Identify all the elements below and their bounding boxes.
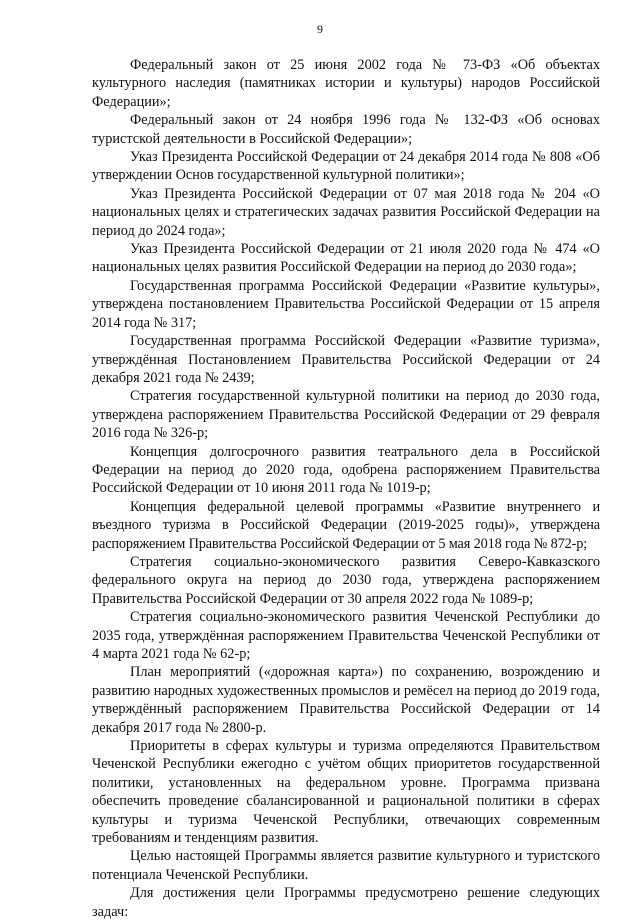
paragraph-decree-204: Указ Президента Российской Федерации от 07 мая 2018 года № 204 «О национальных целях и стратегических задачах развития Российской Федерации на период до 2024 года»; (92, 185, 600, 239)
paragraph-program-culture: Государственная программа Российской Федерации «Развитие культуры», утверждена постановлением Правительства Российской Федерации от 15 апреля 2014 года № 317; (92, 277, 600, 331)
paragraph-concept-theatre: Концепция долгосрочного развития театрального дела в Российской Федерации на период до 2020 года, одобрена распоряжением Правительства Российской Федерации от 10 июня 2011 года № 1019-р; (92, 443, 600, 497)
paragraph-priorities: Приоритеты в сферах культуры и туризма определяются Правительством Чеченской Республики ежегодно с учётом общих приоритетов государственной политики, установленных на федеральном уровне. Программа призвана обеспечить проведение сбалансированной и рациональной политики в сферах культуры и туризма Чеченской Республики, отвечающих современным требованиям и тенденциям развития. (92, 738, 600, 847)
page-number: 9 (317, 22, 323, 36)
paragraph-decree-474: Указ Президента Российской Федерации от 21 июля 2020 года № 474 «О национальных целях развития Российской Федерации на период до 2030 года»; (92, 241, 600, 276)
paragraph-program-tasks-intro: Для достижения цели Программы предусмотрено решение следующих задач: (92, 885, 600, 920)
paragraph-strategy-nkfo: Стратегия социально-экономического развития Северо-Кавказского федерального округа на период до 2030 года, утверждена распоряжением Правительства Российской Федерации от 30 апреля 2022 года № 1089-р; (92, 553, 600, 607)
paragraph-program-goal: Целью настоящей Программы является развитие культурного и туристского потенциала Чеченской Республики. (92, 848, 600, 883)
paragraph-program-tourism: Государственная программа Российской Федерации «Развитие туризма», утверждённая Постановлением Правительства Российской Федерации от 24 декабря 2021 года № 2439; (92, 333, 600, 386)
paragraph-decree-808: Указ Президента Российской Федерации от 24 декабря 2014 года № 808 «Об утверждении Основ государственной культурной политики»; (92, 149, 600, 184)
document-body (92, 56, 600, 921)
paragraph-strategy-culture-policy: Стратегия государственной культурной политики на период до 2030 года, утверждена распоряжением Правительства Российской Федерации от 29 февраля 2016 года № 326-р; (92, 388, 600, 442)
paragraph-strategy-chechnya: Стратегия социально-экономического развития Чеченской Республики до 2035 года, утверждённая распоряжением Правительства Чеченской Республики от 4 марта 2021 года № 62-р; (92, 609, 600, 662)
paragraph-concept-tourism-program: Концепция федеральной целевой программы «Развитие внутреннего и въездного туризма в Российской Федерации (2019-2025 годы)», утверждена распоряжением Правительства Российской Федерации от 5 мая 2018 года № 872-р; (92, 498, 600, 552)
paragraph-roadmap-crafts: План мероприятий («дорожная карта») по сохранению, возрождению и развитию народных художественных промыслов и ремёсел на период до 2019 года, утверждённый распоряжением Правительства Российской Федерации от 14 декабря 2017 года № 2800-р. (92, 664, 600, 736)
paragraph-law-73fz: Федеральный закон от 25 июня 2002 года № 73-ФЗ «Об объектах культурного наследия (памятниках истории и культуры) народов Российской Федерации»; (92, 57, 600, 110)
paragraph-law-132fz: Федеральный закон от 24 ноября 1996 года № 132-ФЗ «Об основах туристской деятельности в Российской Федерации»; (92, 112, 600, 147)
